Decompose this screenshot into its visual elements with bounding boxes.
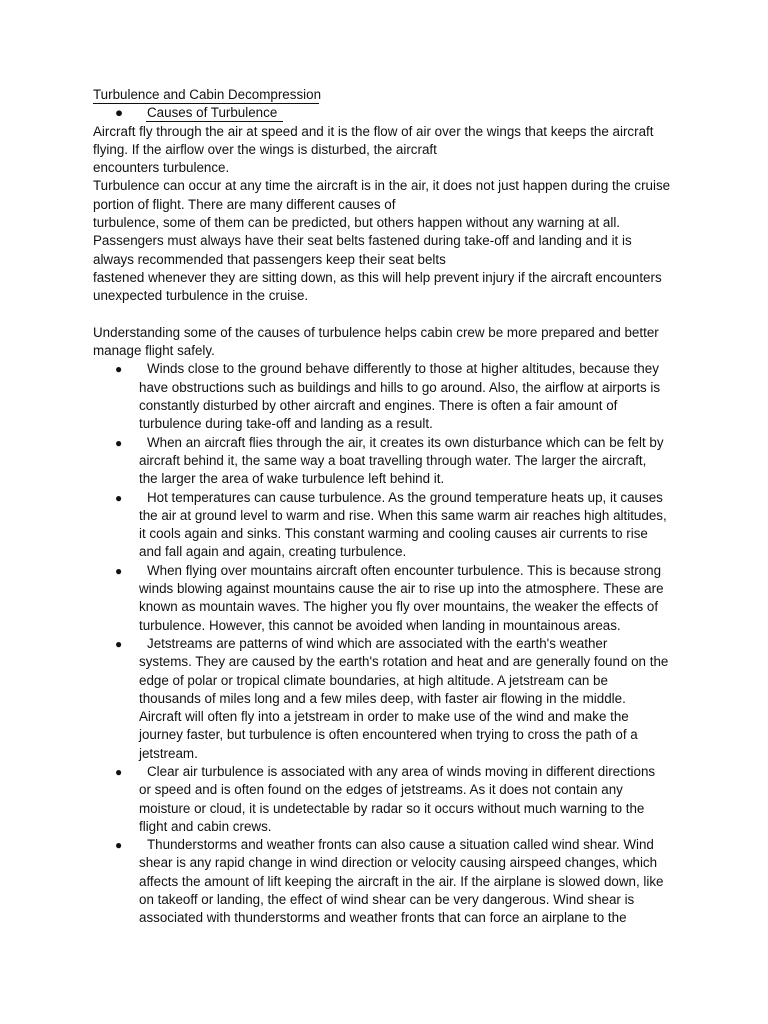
list-item-line: constantly disturbed by other aircraft and engines. There is often a fair amount of (139, 398, 618, 414)
list-item (93, 489, 718, 562)
intro-paragraph-3 (93, 324, 718, 361)
bullet-icon: ● (115, 490, 123, 505)
paragraph-line: always recommended that passengers keep their seat belts (93, 251, 446, 267)
list-item-line: Clear air turbulence is associated with any area of winds moving in different directions (147, 763, 656, 779)
bullet-icon: ● (115, 563, 123, 578)
document-title (93, 86, 718, 104)
document-title-text: Turbulence and Cabin Decompression (93, 87, 322, 102)
list-item (93, 763, 718, 836)
paragraph-line: turbulence, some of them can be predicted, but others happen without any warning at all. (93, 215, 621, 231)
list-item-line: and fall again and again, creating turbulence. (139, 544, 407, 560)
list-item-line: jetstream. (139, 745, 198, 761)
list-item-line: affects the amount of lift keeping the aircraft in the air. If the airplane is slowed down, like (139, 873, 664, 889)
intro-paragraph-2 (93, 177, 718, 305)
bullet-icon: ● (115, 362, 123, 377)
list-item-line: thousands of miles long and a few miles deep, with faster air flowing in the middle. (139, 690, 626, 706)
list-item-line: the air at ground level to warm and rise. When this same warm air reaches high altitudes, (139, 507, 667, 523)
list-item (93, 562, 718, 635)
paragraph-line: fastened whenever they are sitting down, as this will help prevent injury if the aircraft encounters (93, 269, 662, 285)
bullet-icon: ● (115, 636, 123, 651)
list-item (93, 836, 718, 927)
list-item-line: the larger the area of wake turbulence left behind it. (139, 471, 445, 487)
list-item-line: known as mountain waves. The higher you fly over mountains, the weaker the effects of (139, 599, 659, 615)
list-item-line: Thunderstorms and weather fronts can also cause a situation called wind shear. Wind (147, 837, 654, 853)
list-item-line: journey faster, but turbulence is often encountered when trying to cross the path of a (139, 727, 638, 743)
list-item-line: Aircraft will often fly into a jetstream in order to make use of the wind and make the (139, 709, 629, 725)
bullet-icon: ● (115, 435, 123, 450)
list-item (93, 434, 718, 489)
paragraph-line: Understanding some of the causes of turbulence helps cabin crew be more prepared and better (93, 324, 659, 340)
list-item-line: systems. They are caused by the earth's rotation and heat and are generally found on the (139, 654, 669, 670)
paragraph-line: Turbulence can occur at any time the aircraft is in the air, it does not just happen during the cruise (93, 178, 671, 194)
list-item-line: Winds close to the ground behave differently to those at higher altitudes, because they (147, 361, 659, 377)
list-item-line: shear is any rapid change in wind direction or velocity causing airspeed changes, which (139, 855, 658, 871)
list-item-line: on takeoff or landing, the effect of wind shear can be very dangerous. Wind shear is (139, 892, 635, 908)
list-item-line: edge of polar or tropical climate boundaries, at high altitude. A jetstream can be (139, 672, 608, 688)
bullet-icon: ● (115, 764, 123, 779)
paragraph-line: manage flight safely. (93, 343, 215, 359)
list-item-line: flight and cabin crews. (139, 818, 272, 834)
list-item (93, 635, 718, 763)
section-heading-underline (146, 121, 283, 122)
paragraph-gap (93, 306, 718, 324)
list-item-line: When an aircraft flies through the air, it creates its own disturbance which can be felt by (147, 434, 664, 450)
paragraph-line: encounters turbulence. (93, 160, 230, 176)
list-item-line: it cools again and sinks. This constant warming and cooling causes air currents to rise (139, 526, 648, 542)
list-item-line: turbulence during take-off and landing as a result. (139, 416, 433, 432)
list-item-line: or speed and is often found on the edges of jetstreams. As it does not contain any (139, 782, 623, 798)
causes-list (93, 360, 718, 927)
section-heading-bullet: ● (115, 105, 124, 121)
list-item-line: winds blowing against mountains cause the air to rise up into the atmosphere. These are (139, 581, 664, 597)
section-heading-text: Causes of Turbulence (147, 105, 278, 121)
intro-paragraph-1 (93, 123, 718, 178)
paragraph-line: unexpected turbulence in the cruise. (93, 288, 309, 304)
list-item-line: Hot temperatures can cause turbulence. As the ground temperature heats up, it causes (147, 489, 663, 505)
bullet-icon: ● (115, 838, 123, 853)
document-page (93, 86, 718, 928)
list-item-line: moisture or cloud, it is undetectable by radar so it occurs without much warning to the (139, 800, 645, 816)
list-item-line: When flying over mountains aircraft often encounter turbulence. This is because strong (147, 562, 662, 578)
list-item (93, 360, 718, 433)
paragraph-line: Aircraft fly through the air at speed and it is the flow of air over the wings that keeps the aircraft (93, 123, 654, 139)
paragraph-line: flying. If the airflow over the wings is disturbed, the aircraft (93, 141, 437, 157)
list-item-line: associated with thunderstorms and weather fronts that can force an airplane to the (139, 910, 627, 926)
paragraph-line: Passengers must always have their seat belts fastened during take-off and landing and it is (93, 233, 632, 249)
section-heading (93, 104, 718, 122)
paragraph-line: portion of flight. There are many different causes of (93, 196, 396, 212)
list-item-line: Jetstreams are patterns of wind which are associated with the earth's weather (147, 635, 608, 651)
list-item-line: have obstructions such as buildings and hills to go around. Also, the airflow at airports is (139, 379, 661, 395)
list-item-line: aircraft behind it, the same way a boat travelling through water. The larger the aircraft, (139, 452, 647, 468)
list-item-line: turbulence. However, this cannot be avoided when landing in mountainous areas. (139, 617, 621, 633)
